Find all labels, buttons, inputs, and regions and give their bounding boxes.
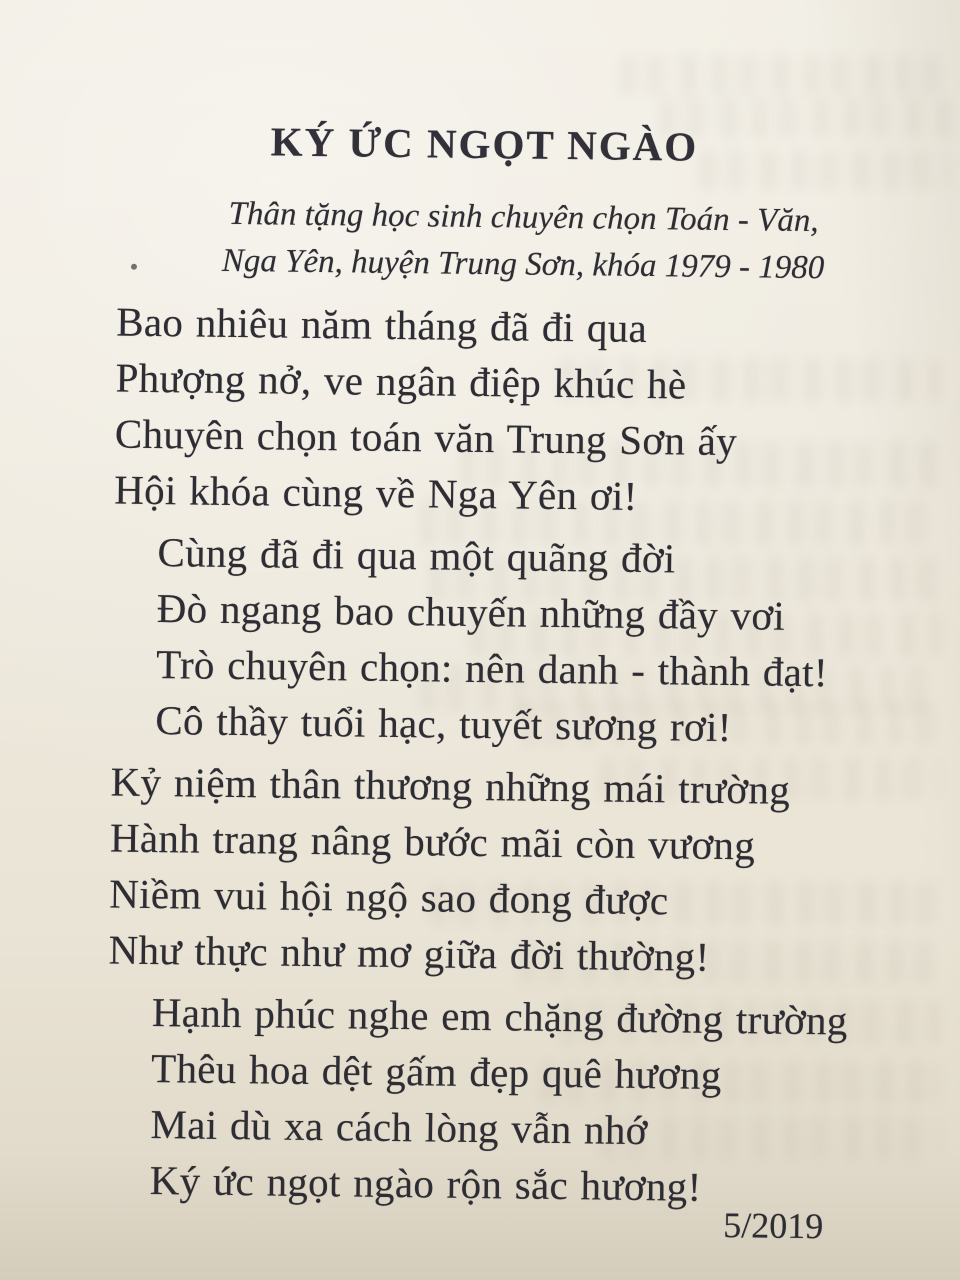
stanza-4	[0, 982, 954, 1218]
dedication-line: Nga Yên, huyện Trung Sơn, khóa 1979 - 1980	[221, 242, 825, 287]
poem-line: Hội khóa cùng về Nga Yên ơi!	[113, 466, 638, 519]
poem-line: Trò chuyên chọn: nên danh - thành đạt!	[155, 641, 829, 696]
poem-line: Chuyên chọn toán văn Trung Sơn ấy	[114, 410, 738, 465]
poem-line: Như thực như mơ giữa đời thường!	[108, 926, 710, 980]
stanza-3	[0, 752, 957, 988]
poem-line: Mai dù xa cách lòng vẫn nhớ	[150, 1101, 648, 1154]
poem-line: Cùng đã đi qua một quãng đời	[157, 529, 676, 582]
poem-line: Kỷ niệm thân thương những mái trường	[110, 758, 791, 813]
composition-date: 5/2019	[723, 1205, 824, 1247]
poem-body	[0, 292, 960, 1218]
poem-title: KÝ ỨC NGỌT NGÀO	[270, 118, 699, 170]
poem-line: Đò ngang bao chuyến những đầy vơi	[156, 585, 786, 639]
dedication-line: Thân tặng học sinh chuyên chọn Toán - Văn,	[228, 195, 819, 240]
poem-line: Niềm vui hội ngộ sao đong được	[109, 870, 669, 924]
poem-line: Hạnh phúc nghe em chặng đường trường	[151, 989, 848, 1044]
poem-line: Cô thầy tuổi hạc, tuyết sương rơi!	[155, 697, 732, 751]
poem-line: Phượng nở, ve ngân điệp khúc hè	[115, 354, 687, 408]
poem-line: Thêu hoa dệt gấm đẹp quê hương	[150, 1045, 722, 1098]
stray-ink-dot	[131, 264, 137, 270]
stanza-2	[0, 522, 960, 758]
stanza-1	[0, 292, 960, 528]
poem-line: Hành trang nâng bước mãi còn vương	[109, 814, 756, 869]
poem-dedication	[43, 189, 960, 295]
poem-line: Bao nhiêu năm tháng đã đi qua	[116, 298, 648, 352]
poem-line: Ký ức ngọt ngào rộn sắc hương!	[149, 1157, 702, 1210]
